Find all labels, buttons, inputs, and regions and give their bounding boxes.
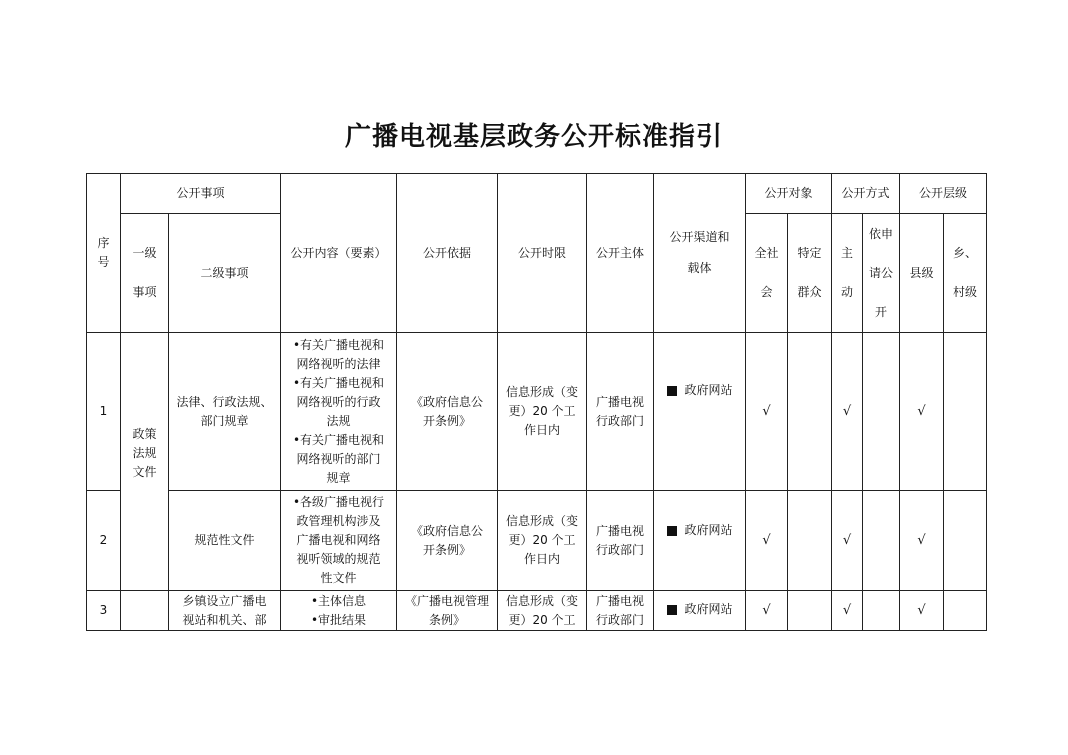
header-row-1 — [87, 174, 987, 214]
check-target-all: √ — [746, 491, 788, 591]
header-content: 公开内容（要素） — [281, 174, 397, 333]
time-limit-cell: 信息形成（变 更）20 个工 作日内 — [498, 333, 587, 491]
table-row — [87, 491, 987, 591]
header-method: 公开方式 — [832, 174, 900, 214]
table-row — [87, 333, 987, 491]
header-level-county: 县级 — [900, 214, 944, 333]
header-subject: 公开主体 — [587, 174, 654, 333]
basis-cell: 《政府信息公 开条例》 — [397, 491, 498, 591]
header-level-town: 乡、 村级 — [944, 214, 987, 333]
check-method-apply — [863, 333, 900, 491]
check-level-county: √ — [900, 591, 944, 631]
check-level-county: √ — [900, 333, 944, 491]
header-basis: 公开依据 — [397, 174, 498, 333]
time-limit-cell: 信息形成（变 更）20 个工 作日内 — [498, 491, 587, 591]
document-title: 广播电视基层政务公开标准指引 — [344, 122, 723, 152]
basis-cell: 《广播电视管理 条例》 — [397, 591, 498, 631]
check-target-specific — [788, 333, 832, 491]
level2-item: 乡镇设立广播电 视站和机关、部 — [169, 591, 281, 631]
subject-cell: 广播电视 行政部门 — [587, 591, 654, 631]
check-method-apply — [863, 491, 900, 591]
check-level-county: √ — [900, 491, 944, 591]
header-serial: 序 号 — [87, 174, 121, 333]
basis-cell: 《政府信息公 开条例》 — [397, 333, 498, 491]
level1-item: 政策 法规 文件 — [121, 333, 169, 591]
header-channel: 公开渠道和 载体 — [654, 174, 746, 333]
time-limit-cell: 信息形成（变 更）20 个工 — [498, 591, 587, 631]
check-level-town — [944, 591, 987, 631]
filled-square-icon — [667, 605, 677, 615]
header-time-limit: 公开时限 — [498, 174, 587, 333]
header-level2: 二级事项 — [169, 214, 281, 333]
header-level1: 一级 事项 — [121, 214, 169, 333]
header-public-items: 公开事项 — [121, 174, 281, 214]
check-method-active: √ — [832, 591, 863, 631]
filled-square-icon — [667, 526, 677, 536]
level1-item-empty — [121, 591, 169, 631]
channel-cell: 政府网站 — [654, 591, 746, 631]
content-elements: •主体信息 •审批结果 — [281, 591, 397, 631]
level2-item: 法律、行政法规、 部门规章 — [169, 333, 281, 491]
check-target-all: √ — [746, 333, 788, 491]
filled-square-icon — [667, 386, 677, 396]
check-method-apply — [863, 591, 900, 631]
check-target-all: √ — [746, 591, 788, 631]
check-level-town — [944, 333, 987, 491]
row-number: 1 — [87, 333, 121, 491]
subject-cell: 广播电视 行政部门 — [587, 333, 654, 491]
content-elements: •有关广播电视和 网络视听的法律 •有关广播电视和 网络视听的行政 法规 •有关广播电视和 网络视听的部门 规章 — [281, 333, 397, 491]
disclosure-standard-table — [86, 173, 987, 631]
channel-cell: 政府网站 — [654, 491, 746, 591]
header-target: 公开对象 — [746, 174, 832, 214]
channel-cell: 政府网站 — [654, 333, 746, 491]
header-method-active: 主 动 — [832, 214, 863, 333]
content-elements: •各级广播电视行 政管理机构涉及 广播电视和网络 视听领域的规范 性文件 — [281, 491, 397, 591]
header-target-specific: 特定 群众 — [788, 214, 832, 333]
header-level: 公开层级 — [900, 174, 987, 214]
level2-item: 规范性文件 — [169, 491, 281, 591]
subject-cell: 广播电视 行政部门 — [587, 491, 654, 591]
check-target-specific — [788, 491, 832, 591]
check-target-specific — [788, 591, 832, 631]
row-number: 3 — [87, 591, 121, 631]
check-method-active: √ — [832, 333, 863, 491]
row-number: 2 — [87, 491, 121, 591]
check-method-active: √ — [832, 491, 863, 591]
header-method-apply: 依申 请公 开 — [863, 214, 900, 333]
table-row — [87, 591, 987, 631]
check-level-town — [944, 491, 987, 591]
header-target-all: 全社 会 — [746, 214, 788, 333]
